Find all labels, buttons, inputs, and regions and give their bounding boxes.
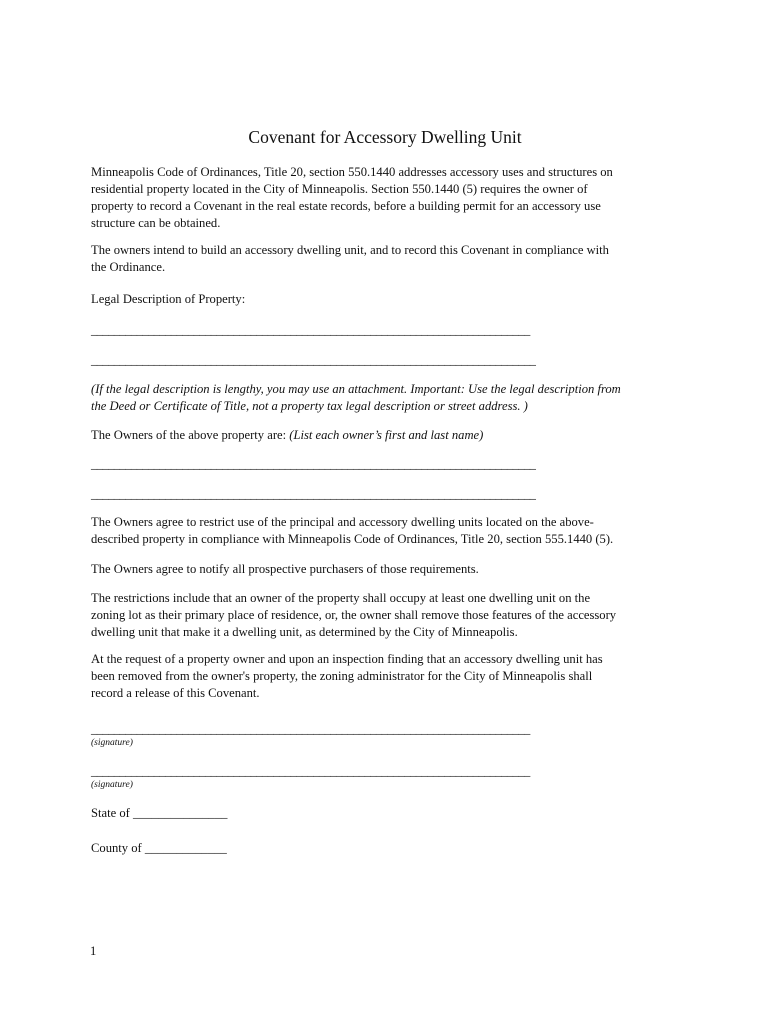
release-line: been removed from the owner's property, the zoning administrator for the City of Minneapolis shall <box>91 669 593 683</box>
signature-caption-2: (signature) <box>91 780 133 790</box>
release-line: At the request of a property owner and upon an inspection finding that an accessory dwelling unit has <box>91 652 603 666</box>
intro-line: property to record a Covenant in the real estate records, before a building permit for an accessory use <box>91 199 601 213</box>
restrictions-paragraph <box>91 590 681 641</box>
owners-label <box>91 427 681 444</box>
owners-label-text: The Owners of the above property are: <box>91 428 290 442</box>
restrictions-line: The restrictions include that an owner of the property shall occupy at least one dwelling unit on the <box>91 591 591 605</box>
owners-line-2[interactable]: ______________________________________________________________________________ <box>91 487 536 501</box>
notify-paragraph: The Owners agree to notify all prospective purchasers of those requirements. <box>91 562 479 576</box>
document-title: Covenant for Accessory Dwelling Unit <box>248 127 522 147</box>
release-paragraph <box>91 651 681 702</box>
restrictions-line: zoning lot as their primary place of residence, or, the owner shall remove those features of the accessory <box>91 608 617 622</box>
signature-line-1[interactable]: _____________________________________________________________________________ <box>91 722 530 736</box>
signature-line-2[interactable]: _____________________________________________________________________________ <box>91 764 530 778</box>
intro-paragraph <box>91 164 681 232</box>
intent-paragraph <box>91 242 681 276</box>
restrict-paragraph <box>91 514 681 548</box>
legal-note-line: (If the legal description is lengthy, you may use an attachment. Important: Use the legal description from <box>91 382 621 396</box>
intro-line: residential property located in the City of Minneapolis. Section 550.1440 (5) requires the owner of <box>91 182 588 196</box>
state-label: State of <box>91 806 133 820</box>
state-field <box>91 806 227 821</box>
legal-description-line-2[interactable]: ______________________________________________________________________________ <box>91 353 536 367</box>
legal-description-line-1[interactable]: _____________________________________________________________________________ <box>91 323 530 337</box>
release-line: record a release of this Covenant. <box>91 686 260 700</box>
county-label: County of <box>91 841 145 855</box>
intent-line: the Ordinance. <box>91 260 166 274</box>
intro-line: Minneapolis Code of Ordinances, Title 20, section 550.1440 addresses accessory uses and structures on <box>91 165 613 179</box>
signature-caption-1: (signature) <box>91 738 133 748</box>
owners-line-1[interactable]: ______________________________________________________________________________ <box>91 457 536 471</box>
intro-line: structure can be obtained. <box>91 216 221 230</box>
county-blank[interactable]: _____________ <box>144 841 227 855</box>
intent-line: The owners intend to build an accessory dwelling unit, and to record this Covenant in compliance with <box>91 243 609 257</box>
restrict-line: The Owners agree to restrict use of the principal and accessory dwelling units located on the above- <box>91 515 594 529</box>
legal-description-label: Legal Description of Property: <box>91 292 246 306</box>
restrictions-line: dwelling unit that make it a dwelling unit, as determined by the City of Minneapolis. <box>91 625 518 639</box>
legal-description-note <box>91 381 681 415</box>
page-number: 1 <box>90 944 97 958</box>
county-field <box>91 841 227 856</box>
legal-note-line: the Deed or Certificate of Title, not a property tax legal description or street address. ) <box>91 399 528 413</box>
owners-hint: (List each owner’s first and last name) <box>289 428 484 442</box>
state-blank[interactable]: _______________ <box>132 806 228 820</box>
restrict-line: described property in compliance with Minneapolis Code of Ordinances, Title 20, section 555.1440 (5). <box>91 532 614 546</box>
